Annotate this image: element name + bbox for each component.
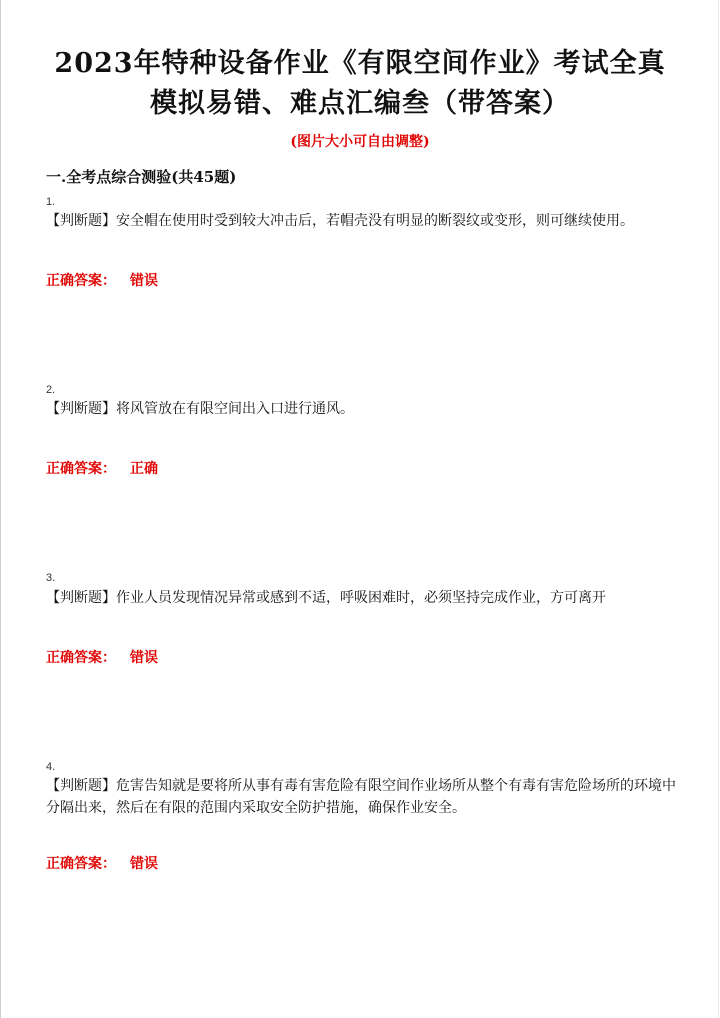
answer-row [46,270,158,290]
answer-value: 错误 [130,273,158,289]
question-text: 【判断题】作业人员发现情况异常或感到不适，呼吸困难时，必须坚持完成作业，方可离开 [46,590,606,606]
answer-label: 正确答案： [46,650,116,666]
question-number: 3. [46,572,56,584]
question-text: 【判断题】危害告知就是要将所从事有毒有害危险有限空间作业场所从整个有毒有害危险场所的环境中分隔出来，然后在有限的范围内采取安全防护措施，确保作业安全。 [46,778,676,816]
question-text: 【判断题】将风管放在有限空间出入口进行通风。 [46,401,354,417]
question-number: 2. [46,384,56,396]
answer-label: 正确答案： [46,273,116,289]
question-text: 【判断题】安全帽在使用时受到较大冲击后，若帽壳没有明显的断裂纹或变形，则可继续使用。 [46,213,634,229]
page-border-left [0,0,1,1018]
answer-row [46,853,158,873]
answer-value: 错误 [130,650,158,666]
answer-row [46,647,158,667]
answer-row [46,458,158,478]
title-line-2: 模拟易错、难点汇编叁（带答案） [150,88,570,119]
page-border-right [718,0,719,1018]
title-line-1: 2023年特种设备作业《有限空间作业》考试全真 [54,48,666,79]
answer-value: 正确 [130,461,158,477]
question-number: 4. [46,761,56,773]
answer-value: 错误 [130,856,158,872]
answer-label: 正确答案： [46,856,116,872]
document-title [20,44,700,124]
question-number: 1. [46,196,56,208]
document-subtitle: (图片大小可自由调整) [290,134,430,150]
section-heading: 一.全考点综合测验(共45题) [46,168,237,186]
answer-label: 正确答案： [46,461,116,477]
